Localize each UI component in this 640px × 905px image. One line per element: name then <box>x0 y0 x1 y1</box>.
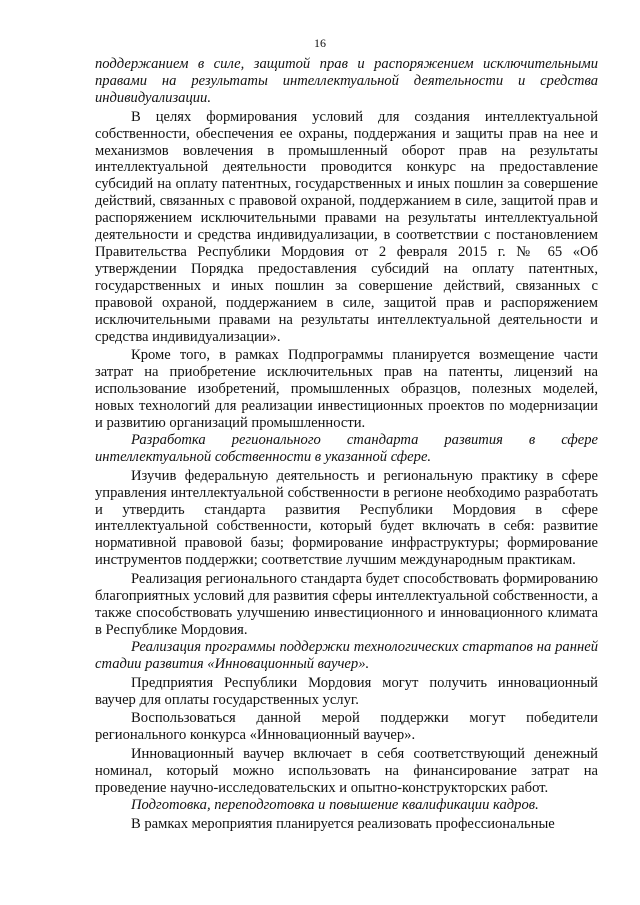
page-number: 16 <box>314 36 326 50</box>
paragraph-voucher-denomination: Инновационный ваучер включает в себя соответствующий денежный номинал, который можно использовать на финансирование затрат на проведение научно-исследовательских и опытно-конструкторских работ. <box>95 746 598 797</box>
heading-startup-program: Реализация программы поддержки технологических стартапов на ранней стадии развития «Инновационный ваучер». <box>95 638 598 672</box>
paragraph-training-start: В рамках мероприятия планируется реализовать профессиональные <box>131 815 555 832</box>
paragraph-continuation: поддержанием в силе, защитой прав и распоряжением исключительными правами на результаты интеллектуальной деятельности и средства индивидуализации. <box>95 56 598 106</box>
heading-personnel-training: Подготовка, переподготовка и повышение квалификации кадров. <box>131 796 539 813</box>
paragraph-standard-implementation: Реализация регионального стандарта будет способствовать формированию благоприятных условий для развития сферы интеллектуальной собственности, а также способствовать улучшению инвестиционного и инновационного климата в Республике Мордовия. <box>95 571 598 638</box>
paragraph-voucher-winners: Воспользоваться данной мерой поддержки могут победители регионального конкурса «Инновационный ваучер». <box>95 710 598 744</box>
heading-regional-standard: Разработка регионального стандарта развития в сфере интеллектуальной собственности в указанной сфере. <box>95 431 598 465</box>
document-body <box>95 56 598 833</box>
paragraph-subsidies: В целях формирования условий для создания интеллектуальной собственности, обеспечения ее охраны, поддержания и защиты прав на нее и механизмов вовлечения в промышленный оборот прав на результаты интеллектуальной деятельности проводится конкурс на предоставление субсидий на оплату патентных, государственных и иных пошлин за совершение действий, связанных с правовой охраной, поддержанием в силе, защитой прав и распоряжением исключительными правами на результаты интеллектуальной деятельности и средства индивидуализации, в соответствии с постановлением Правительства Республики Мордовия от 2 февраля 2015 г. № 65 «Об утверждении Порядка предоставления субсидий на оплату патентных, государственных и иных пошлин за совершение действий, связанных с правовой охраной, поддержанием в силе, защитой прав и распоряжением исключительными правами на результаты интеллектуальной деятельности и средства индивидуализации». <box>95 108 598 345</box>
paragraph-standard-development: Изучив федеральную деятельность и региональную практику в сфере управления интеллектуальной собственности в регионе необходимо разработать и утвердить стандарта развития Республики Мордовия в сфере интеллектуальной собственности, который будет включать в себя: развитие нормативной правовой базы; формирование инфраструктуры; формирование инструментов поддержки; соответствие лучшим международным практикам. <box>95 467 598 569</box>
paragraph-compensation: Кроме того, в рамках Подпрограммы планируется возмещение части затрат на приобретение исключительных прав на патенты, лицензий на использование изобретений, промышленных образцов, полезных моделей, новых технологий для реализации инвестиционных проектов по модернизации и развитию организаций промышленности. <box>95 347 598 432</box>
paragraph-voucher-enterprises: Предприятия Республики Мордовия могут получить инновационный ваучер для оплаты государственных услуг. <box>95 674 598 708</box>
